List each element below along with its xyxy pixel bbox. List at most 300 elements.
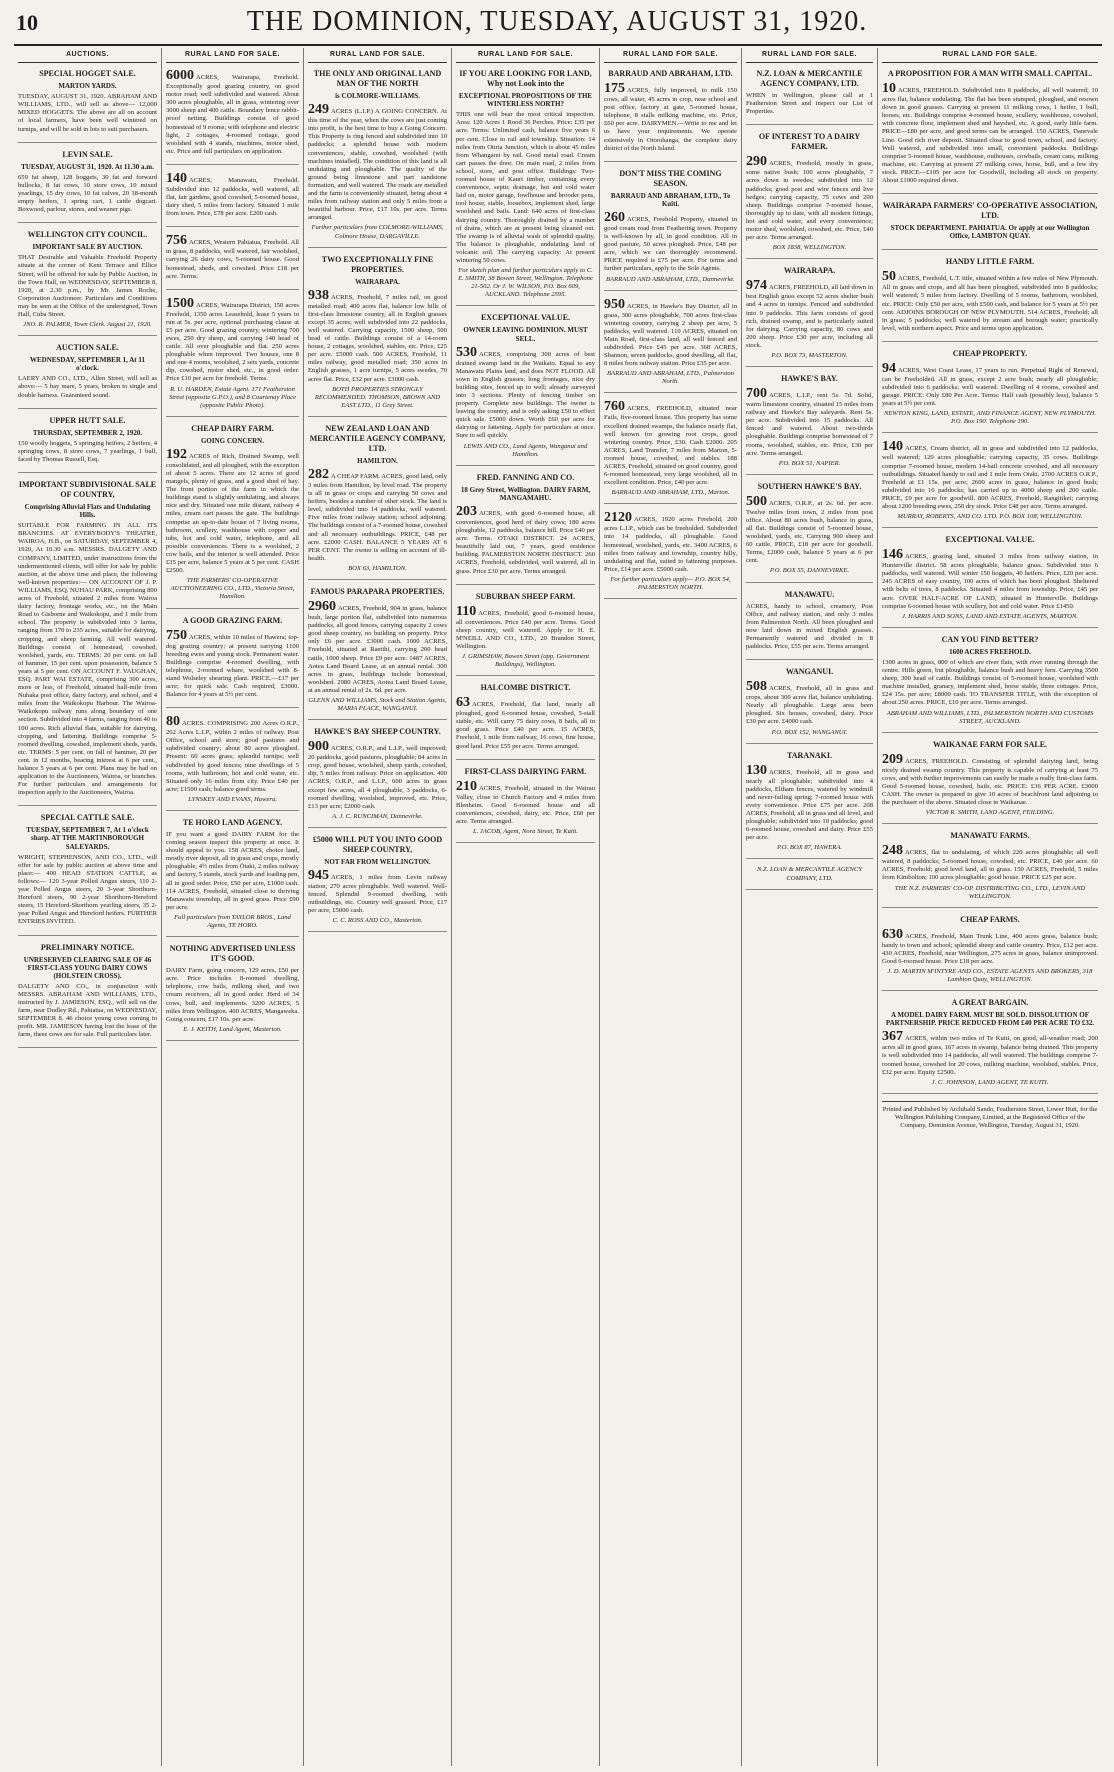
ad-text: 1300 acres in grass, 800 of which are river flats, with river running through the centre. Hills green, but ploughable, balance bush and heavy fern. Carrying 3500 sheep, 300 head of cattle. Buildings consist of 5-roomed house, woolshed with machine installed, granary, implement shed, horse stable, three cottages. Price, £24 15s. per acre; £8000 cash. TO TRANSFER TITLE, with the exception of about 250 acres. PRICE, £10 per acre. Terms arranged. xyxy=(882,658,1098,707)
column-7 xyxy=(878,48,1102,1766)
ad-body xyxy=(456,605,595,651)
ad-body xyxy=(456,346,595,441)
ad-text: ACRES, Cream district, all in grass and subdivided into 12 paddocks, well watered; 120 acres ploughable; carrying capacity, 35 cows. Buildings comprise 7-roomed house, modern 14-bail concrete cowshed, and all necessary outbuildings. Situated handy to rail and 1 mile from Otaki. 2700 ACRES O.R.P., Freehold at £1 15s. per acre; 2600 acres in grass, balance in good bush; subdivided into 16 paddocks; has carried up to 4000 sheep and 200 cattle. PRICE, £9 per acre for goodwill. 800 ACRES, Freehold, Rangitikei; carrying about 1200 breeding ewes, 250 dry stock. Price £48 per acre. Terms arranged. xyxy=(882,445,1098,510)
ad-signature: P.O. BOX 55, DANNEVIRKE. xyxy=(769,567,850,575)
ad-body xyxy=(456,505,595,576)
ad-body xyxy=(166,172,299,218)
ad-signature: BARRAUD AND ABRAHAM, LTD., Dannevirke. xyxy=(606,275,735,283)
advertisement xyxy=(882,257,1098,342)
ad-body xyxy=(746,495,873,566)
ad-heading: A PROPOSITION FOR A MAN WITH SMALL CAPITAL. xyxy=(887,69,1093,79)
ad-text: ACRES, Freehold, flat land, nearly all ploughed, good 6-roomed house, cowshed, 5-stall stable, etc. Will carry 75 dairy cows, 8 bails, all in good grass. Price £40 per acre. 15 ACRES, Freehold, 1 mile from railway, 16 cows, fine house, good land. Price £55 per acre. Terms arranged. xyxy=(456,701,595,750)
ad-text: ACRES, FREEHOLD. Consisting of splendid dairying land, being nicely drained swamp country. This property is capable of carrying at least 75 cows, and with further improvements can easily be made a really first-class farm. Good 5-roomed house, cowshed, bails, etc. PRICE: £36 PER ACRE. £3000 CASH. The owner is prepared to give 10 acres of beachfront land adjoining to the purchaser of the above. Situated close to Waikanae. xyxy=(882,757,1098,807)
column-heading: RURAL LAND FOR SALE. xyxy=(308,48,447,63)
ad-text: SUITABLE FOR FARMING IN ALL ITS BRANCHES. AT EVERYBODY'S THEATRE, WAIROA, H.B., on SATURDAY, SEPTEMBER 4, 1920, At 10.30 a.m. MESSRS. DALGETY AND COMPANY, LIMITED, under instructions from the undermentioned clients, will offer for sale by public auction, at the above time and place, the following well-known properties:— ON ACCOUNT OF J. P. WILLIAMS, ESQ. NUHAU PARK, comprising 800 acres of Freehold, situated 2 miles from Wairoa dairy factory, frontage works, etc., on the Main Road to Gisborne and Waikokopu, and 1 mile from school. The property is subdivided into 3 farms, ranging from 170 to 235 acres, suitable for dairying, cropping, and sheep farming. All well watered. Buildings consist of homestead, cowshed, woolshed, yards, etc. TERMS: 20 per cent. on fall of hammer, 15 per cent. upon possession, balance 5 years at 5 per cent. ON ACCOUNT F. VAUGHAN, ESQ. PART WAI ESTATE, comprising 300 acres, more or less, of Freehold, situated half-mile from Nuhaka post office, dairy factory, and school, and 4 miles from the Waikokopu Harbour. The Wairoa-Waikokopu railway runs along boundary of one section. Subdivided into 4 farms, ranging from 40 to 100 acres. Rich alluvial flats, suitable for dairying, cropping, and fattening. Buildings comprise 5-roomed dwelling, cowshed, implement sheds, yards, etc. TERMS: 5 per cent. on fall of hammer, 20 per cent. in 12 months, bearing interest at 6 per cent., balance 5 years at 6 per cent. Plans may be had on application to the Auctioneers, Wairoa, or branches. For further particulars and arrangements for inspection apply to the Auctioneers, Wairoa. xyxy=(18,522,157,797)
ad-text: WHEN in Wellington, please call at 1 Featherston Street and inspect our List of Properties. xyxy=(746,92,873,116)
ad-body xyxy=(308,289,447,384)
ad-lead-number: 950 xyxy=(604,296,625,312)
ad-body xyxy=(166,448,299,575)
ad-body xyxy=(746,387,873,458)
ad-heading: EXCEPTIONAL VALUE. xyxy=(945,535,1035,545)
ad-text: ACRES of Rich, Drained Swamp, well consolidated, and all ploughed, with the exception of about 5 acres. There are 12 acres of good mangels, plenty of grass, and a good shed of hay. The front portion of the farm in which the buildings stand is slightly undulating, and always nice and dry. Situated one mile distant, railway 4 miles, cream cart passes the gate. The buildings comprise an up-to-date house of 7 living rooms, bathroom, scullery, washhouse with copper and tubs, hot and cold water, telephone, and all possible conveniences. There is a woolshed, 2 cow bails, and the interior is well attended. Price £35 per acre, balance 5 years at 5 per cent. CASH £2500. xyxy=(166,452,299,575)
ad-lead-number: 2120 xyxy=(604,510,632,526)
ad-heading: MANAWATU FARMS. xyxy=(950,831,1030,841)
ad-lead-number: 248 xyxy=(882,843,903,859)
ad-body xyxy=(746,680,873,726)
ad-heading: HALCOMBE DISTRICT. xyxy=(480,683,571,693)
ad-text: ACRES, Manawatu, Freehold. Subdivided into 12 paddocks, well watered, all flat, fair gardens, good cowshed, 5-roomed house, dairy shed, 5 miles from factory. Situated 1 mile from town. Price, £78 per acre. £200 cash. xyxy=(166,176,299,218)
ad-signature: P.O. BOX 51, NAPIER. xyxy=(778,459,841,467)
advertisement xyxy=(456,313,595,465)
ad-body xyxy=(882,753,1098,807)
ad-lead-number: 140 xyxy=(166,170,187,186)
ad-text: ACRES, O.R.P., and L.I.P., well improved; 20 paddocks, good pastures, ploughable; 84 acres in crop, good house, woolshed, sheep yards, cowshed, dip, 5 miles from railway. Price on application. 400 ACRES, O.R.P., and L.I.P., 600 acres in grass except few acres, all 4 ploughable, 3 paddocks, 6-roomed dwelling, woolshed, improved, etc. Price, £13 per acre; £2000 cash. xyxy=(308,745,447,810)
ad-lead-number: 508 xyxy=(746,679,767,695)
ad-lead-number: 530 xyxy=(456,344,477,360)
advertisement xyxy=(746,132,873,259)
ad-text: ACRES, handy to school, creamery, Post Office, and railway station, and only 3 miles from Palmerston North. All been ploughed and now laid down in mixed English grasses. Permanently watered and divided in 8 paddocks. Price, £55 per acre. Terms arranged. xyxy=(746,602,873,651)
advertisement xyxy=(882,915,1098,991)
ad-heading: FAMOUS PARAPARA PROPERTIES. xyxy=(310,587,445,597)
ad-subheading: WEDNESDAY, SEPTEMBER 1, At 11 o'clock. xyxy=(29,356,145,373)
ad-signature: E. J. KEITH, Land Agent, Masterton. xyxy=(183,1025,282,1033)
column-6 xyxy=(742,48,878,1766)
advertisement xyxy=(604,69,737,162)
ad-subheading: 18 Grey Street, Wellington. DAIRY FARM, MANGAMAHU. xyxy=(460,485,591,502)
ad-body xyxy=(456,111,595,265)
advertisement xyxy=(746,266,873,367)
ad-text: ACRES, Freehold, Main Trunk Line, 400 acres grass, balance bush; handy to town and school; splendid sheep and cattle country. Price, £12 per acre. 430 ACRES, Freehold, near Wellington, 275 acres in grass, balance unimproved. Good 6-roomed house. Price £18 per acre. xyxy=(882,932,1098,965)
ad-text: ACRES, West Coast Lease, 17 years to run. Perpetual Right of Renewal, can be Freeholded. All in grass, except 2 acre bush; nearly all ploughable; subdivided into 6 paddocks; well watered. Dwelling of 4 rooms, cowshed and garage. PRICE: Only £80 Per Acre. Terms: Half cash (possibly less), balance 5 years at 5½ per cent. xyxy=(882,366,1098,408)
ad-heading: DON'T MISS THE COMING SEASON. xyxy=(619,168,722,188)
ad-heading: MANAWATU. xyxy=(784,589,835,599)
ad-lead-number: 900 xyxy=(308,739,329,755)
ad-signature: JNO. R. PALMER, Town Clerk. August 21, 1920. xyxy=(23,321,152,329)
advertisement xyxy=(18,480,157,806)
ad-signature: THE FARMERS' CO-OPERATIVE AUCTIONEERING CO., LTD., Victoria Street, Hamilton. xyxy=(170,577,295,601)
ad-body xyxy=(746,155,873,242)
ad-body xyxy=(18,440,157,464)
masthead-rule xyxy=(14,44,1102,46)
ad-body xyxy=(604,400,737,487)
ad-signature: LYNSKEY AND EVANS, Hawera. xyxy=(188,795,277,803)
ad-signature: J. HARRIS AND SONS, LAND AND ESTATE AGENTS, MARTON. xyxy=(901,612,1079,620)
ad-signature: BOX 63, HAMILTON. xyxy=(348,564,407,572)
ad-heading: CHEAP FARMS. xyxy=(960,914,1020,924)
ad-text: A CHEAP FARM. ACRES, good land, only 3 miles from Hamilton, by level road. The property is all in grass or crops and carrying 50 cows and heifers, besides a number of other stock. The land is level, subdivided into 14 paddocks, well watered. Five miles from railway station; school adjoining. The buildings consist of a 7-roomed house, cowshed and all necessary outbuildings. PRICE, £48 per acre. £2000 CASH. BALANCE 5 YEARS AT 6 PER CENT. The owner is selling on account of ill-health. xyxy=(308,473,447,562)
ad-heading: UPPER HUTT SALE. xyxy=(49,415,126,425)
ad-body xyxy=(746,603,873,652)
ad-body xyxy=(18,174,157,214)
ad-heading: LEVIN SALE. xyxy=(62,149,113,159)
ad-body xyxy=(456,780,595,826)
ad-body xyxy=(166,69,299,156)
ad-heading: OF INTEREST TO A DAIRY FARMER. xyxy=(758,132,861,152)
columns-container xyxy=(14,48,1102,1766)
ad-heading: THE ONLY AND ORIGINAL LAND MAN OF THE NORTH xyxy=(313,69,442,89)
ad-heading: NEW ZEALAND LOAN AND MERCANTILE AGENCY COMPANY, LTD. xyxy=(309,423,446,453)
ad-lead-number: 367 xyxy=(882,1029,903,1045)
ad-body xyxy=(18,522,157,797)
ad-heading: A GREAT BARGAIN. xyxy=(951,998,1029,1008)
advertisement xyxy=(18,69,157,143)
ad-body xyxy=(18,254,157,319)
ad-lead-number: 974 xyxy=(746,278,767,294)
advertisement xyxy=(166,616,299,709)
ad-heading: WAIRARAPA. xyxy=(783,266,836,276)
ad-text: ACRES, FREEHOLD, situated near Fails, five-roomed house. This property has some excellent drained swamps, the balance nearly flat, well known for growing root crops, good wintering country. Price, £30. Cash £2000. 205 ACRES, Land Transfer, 7 miles from Marton, 5-roomed house, cowshed, and stables. 188 ACRES, Freehold, situated on good country, good 6-roomed homestead, very large woolshed, all in excellent condition. Price, £40 per acre. xyxy=(604,405,737,487)
ad-lead-number: 50 xyxy=(882,269,896,285)
ad-body xyxy=(746,764,873,843)
ad-body xyxy=(308,468,447,563)
ad-body xyxy=(604,82,737,153)
advertisement xyxy=(882,740,1098,825)
advertisement xyxy=(18,416,157,473)
ad-body xyxy=(166,234,299,280)
ad-text: THAT Desirable and Valuable Freehold Property situate at the corner of Kent Terrace and Ellice Street, will be offered for sale by Public Auction, in the Town Hall, on WEDNESDAY, SEPTEMBER 8, 1920, at 2.30 p.m., by Mr. James Roche, Corporation Auctioneer. Particulars and Conditions may be seen at the Office of the undersigned, Town Hall, Cuba Street. xyxy=(18,254,157,318)
advertisement xyxy=(882,201,1098,250)
ad-body xyxy=(882,1030,1098,1076)
advertisement xyxy=(746,482,873,583)
ad-text: 659 fat sheep, 128 hoggets, 30 fat and forward bullocks, 8 fat cows, 10 store cows, 10 mixed yearlings, 15 dry cows, 10 fat calves, 20 18-month empty heifers, 1 spring cart, 1 cattle dogcart. Boxwood, parlour, stores, and weaner pigs. xyxy=(18,173,157,214)
ad-lead-number: 760 xyxy=(604,399,625,415)
advertisement xyxy=(746,667,873,743)
ad-signature: VICTOR R. SMITH, LAND AGENT, FEILDING. xyxy=(925,809,1055,817)
advertisement xyxy=(166,715,299,811)
ad-body xyxy=(166,831,299,912)
ad-heading: NOTHING ADVERTISED UNLESS IT'S GOOD. xyxy=(169,944,296,964)
ad-signature: R. U. HARDEN, Estate Agent. 171 Featherston Street (opposite G.P.O.), and 8 Courtenay Place (opposite Public Photo). xyxy=(168,385,297,409)
ad-heading: SOUTHERN HAWKE'S BAY. xyxy=(757,481,862,491)
ad-subheading: 1600 ACRES FREEHOLD. xyxy=(949,647,1031,656)
ad-body xyxy=(166,297,299,384)
ad-heading: SPECIAL HOGGET SALE. xyxy=(39,69,136,79)
ad-text: ACRES, 1920 acres Freehold, 200 acres L.I.P., which can be freeholded. Subdivided into 14 paddocks, all ploughable. Good homestead, woolshed, yards, etc. 3400 ACRES, 6 miles from railway and township, country hilly, undulating and flat, suited to fattening purposes. Price, £14 per acre. £5000 cash. xyxy=(604,516,737,573)
ad-subheading: THURSDAY, SEPTEMBER 2, 1920. xyxy=(32,428,143,437)
advertisement xyxy=(308,727,447,828)
ad-heading: WELLINGTON CITY COUNCIL. xyxy=(27,230,148,240)
ad-body xyxy=(308,740,447,811)
advertisement xyxy=(166,424,299,609)
ad-heading: SPECIAL CATTLE SALE. xyxy=(40,813,135,823)
advertisement xyxy=(746,590,873,661)
ad-subheading: Comprising Alluvial Flats and Undulating Hills. xyxy=(24,503,151,520)
ad-signature: J. C. JOHNSON, LAND AGENT, TE KUITI. xyxy=(931,1078,1049,1086)
advertisement xyxy=(456,69,595,306)
ad-signature: THE N.Z. FARMERS' CO-OP. DISTRIBUTING CO., LTD., LEVIN AND WELLINGTON. xyxy=(894,884,1086,900)
advertisement xyxy=(166,297,299,417)
ad-text: ACRES, Freehold, all in grass and nearly all ploughable; subdivided into 4 paddocks, Eltham fences, watered by windmill and never-failing spring; 7-roomed house with every convenience. Price £75 per acre. 208 ACRES, Freehold, all in grass and all level, and ploughable; subdivided into 10 paddocks; good 6-roomed house, cowshed and dairy. Price £55 per acre. xyxy=(746,768,873,842)
ad-subheading: STOCK DEPARTMENT. PAHIATUA. Or apply at our Wellington Office, LAMBTON QUAY. xyxy=(890,224,1090,241)
ad-subheading: NOT FAR FROM WELLINGTON. xyxy=(324,857,431,866)
ad-signature: P.O. BOX 87, HAWERA. xyxy=(776,844,842,852)
ad-heading: WAIKANAE FARM FOR SALE. xyxy=(932,739,1048,749)
ad-heading: TARANAKI. xyxy=(787,750,832,760)
column-heading: RURAL LAND FOR SALE. xyxy=(746,48,873,63)
ad-heading: HAWKE'S BAY. xyxy=(781,374,838,384)
ad-heading: CHEAP DAIRY FARM. xyxy=(191,423,274,433)
ad-text: ACRES, Freehold, good 6-roomed house, all conveniences. Price £40 per acre. Terms. Good sheep country, well watered. Apply to H. E. M'NEILL AND CO., LTD., 20 Brandon Street, Wellington. xyxy=(456,609,595,650)
ad-signature: BOTH PROPERTIES STRONGLY RECOMMENDED. THOMSON, BROWN AND EAST LTD., 11 Grey Street. xyxy=(314,385,441,409)
ad-lead-number: 290 xyxy=(746,154,767,170)
advertisement xyxy=(18,343,157,408)
ad-lead-number: 80 xyxy=(166,714,180,730)
ad-lead-number: 756 xyxy=(166,233,187,249)
ad-lead-number: 1500 xyxy=(166,295,194,311)
ad-lead-number: 700 xyxy=(746,386,767,402)
column-1 xyxy=(14,48,162,1766)
advertisement xyxy=(882,349,1098,434)
ad-text: ACRES, FREEHOLD. Subdivided into 8 paddocks, all well watered; 10 acres flat, balance undulating. The flat has been stumped, ploughed, and resown down in good grasses. Carrying at present 11 milking cows, 1 heifer, 1 bull, horses, etc. Buildings comprise 4-roomed house, scullery, washhouse, cowshed, with concrete floor, implement shed and hayshed, etc. A good, early little farm. PRICE—£80 per acre, and good terms can be arranged. 150 ACRES, Danevale Line. Good rich river deposit. Situated close to good town, school, and factory. Well watered, and subdivided into small, convenient paddocks. Buildings comprise 5-roomed house, washhouse, outhouses, cowbails, cream cans, milking machine, etc. Carrying at present 27 milking cows, horse, bull, and a few dry stock. PRICE—£105 per acre for Goodwill, including all stock on property. About £1000 required down. xyxy=(882,87,1098,185)
ad-lead-number: 192 xyxy=(166,446,187,462)
ad-text: ACRES, FREEHOLD, all laid down in best English grass except 52 acres shelter bush and 4 acres in turnips. Fenced and subdivided into 9 paddocks. This farm consists of good rich, drained swamp, and is particularly suited for dairying. Carrying capacity, 80 cows and 200 sheep. Price £30 per acre, including all stock. xyxy=(746,284,873,349)
ad-lead-number: 210 xyxy=(456,778,477,794)
advertisement xyxy=(746,374,873,475)
ad-body xyxy=(18,854,157,927)
ad-heading: HAWKE'S BAY SHEEP COUNTRY. xyxy=(314,727,441,737)
ad-body xyxy=(166,967,299,1024)
ad-lead-number: 63 xyxy=(456,695,470,711)
ad-subheading: TUESDAY, AUGUST 31, 1920. At 11.30 a.m. xyxy=(21,162,154,171)
ad-body xyxy=(882,82,1098,185)
ad-body xyxy=(882,844,1098,882)
column-heading: RURAL LAND FOR SALE. xyxy=(456,48,595,63)
ad-subheading: MARTON YARDS. xyxy=(58,82,117,91)
ad-body xyxy=(18,93,157,133)
advertisement xyxy=(882,535,1098,628)
ad-text: ACRES, grazing land, situated 3 miles from railway station, in Hunterville district. 58 acres ploughable, balance grass. Subdivided into 6 paddocks, well watered. Will winter 150 hoggets, 40 heifers. Price, £20 per acre. 245 ACRES of easy country, 100 acres of which has been ploughed. Sheltered with belts of trees, 8 paddocks. Situated 4 miles from township. Price, £45 per acre. OVER HALF-ACRE OF LAND, situated in Hunterville. Buildings comprise 6-roomed house with scullery, hot and cold water. Price £1450. xyxy=(882,553,1098,610)
advertisement xyxy=(882,831,1098,907)
ad-heading: CHEAP PROPERTY. xyxy=(952,348,1028,358)
ad-heading: IF YOU ARE LOOKING FOR LAND, Why not Look into the xyxy=(459,69,592,89)
ad-text: ACRES, in Hawke's Bay District, all in grass, 300 acres ploughable, 700 acres first-class wintering country, carrying 2 sheep per acre, 5 paddocks, well watered. 110 ACRES, situated on Main Road, first-class land, all well fenced and subdivided. Price £45 per acre. 368 ACRES, Shannon, seven paddocks, good dwelling, all flat, 8 miles from railway station. Price £35 per acre. xyxy=(604,302,737,368)
ad-body xyxy=(746,92,873,116)
advertisement xyxy=(604,169,737,291)
ad-subheading: BARRAUD AND ABRAHAM, LTD., Te Kuiti. xyxy=(610,191,731,208)
ad-signature: P.O. BOX 73, MASTERTON. xyxy=(771,351,848,359)
ad-body xyxy=(308,600,447,695)
ad-text: ACRES, Western Pahiatua, Freehold. All in grass, 8 paddocks, well watered, fair woolshed, carrying 26 dairy cows, 5-roomed house. Good homestead, sheds, and cowshed. Price £18 per acre. Terms. xyxy=(166,239,299,280)
ad-body xyxy=(456,696,595,750)
ad-subheading: is COLMORE-WILLIAMS. xyxy=(335,92,420,101)
ad-text: ACRES, flat to undulating, of which 220 acres ploughable; all well watered, 8 paddocks; 5-roomed house, cowshed, etc. PRICE, £40 per acre. 60 ACRES, Freehold; good level land, all in grass. 150 ACRES, Freehold, 5 miles from Kimbolton; 100 acres ploughable; good house. PRICE £25 per acre. xyxy=(882,849,1098,882)
ad-lead-number: 6000 xyxy=(166,68,194,84)
ad-heading: A GOOD GRAZING FARM. xyxy=(182,615,283,625)
ad-text: ACRES, L.I.P., rent 5s. 7d. Solid, warm limestone country, situated 15 miles from railway and Hawke's Bay saleyards. Rent 5s. per acre. Subdivided into 15 paddocks. All fenced and watered. About two-thirds ploughable. Buildings comprise homestead of 7 rooms, woolshed, stables, etc. Price, £30 per acre. Terms arranged. xyxy=(746,392,873,457)
column-heading: RURAL LAND FOR SALE. xyxy=(166,48,299,63)
ad-body xyxy=(746,279,873,350)
ad-body xyxy=(882,659,1098,708)
advertisement xyxy=(18,813,157,935)
ad-heading: FIRST-CLASS DAIRYING FARM. xyxy=(464,766,587,776)
advertisement xyxy=(308,255,447,417)
ad-body xyxy=(882,362,1098,408)
advertisement xyxy=(746,69,873,125)
ad-signature: BARRAUD AND ABRAHAM, LTD., Marton. xyxy=(611,489,730,497)
ad-signature: Full particulars from TAYLOR BROS., Land Agents, TE HORO. xyxy=(174,913,291,930)
ad-signature: GLENN AND WILLIAMS, Stock and Station Agents, MARIA PLACE, WANGANUI. xyxy=(308,696,447,713)
ad-text: 150 woolly hoggets, 5 springing heifers, 2 heifers, 4 springing cows, 8 store cows, 7 yearlings, 1 bull, faced by Thomas Russell, Esq. xyxy=(18,439,157,463)
advertisement xyxy=(604,298,737,394)
ad-text: ACRES, O.R.P., at 2s. 6d. per acre. Twelve miles from town, 2 miles from post office. About 80 acres bush, balance in grass, all flat. Buildings consist of 5-roomed house, woolshed, yards, etc. Carrying 900 sheep and 60 cattle. PRICE, £18 per acre for goodwill. Terms, £2000 cash, balance 5 years at 6 per cent. xyxy=(746,499,873,565)
advertisement xyxy=(456,767,595,843)
advertisement xyxy=(18,150,157,224)
advertisement xyxy=(882,69,1098,194)
ad-signature: For sketch plan and further particulars apply to C. E. SMITH, 38 Bowen Street, Wellington. Telephone 21-502. Or J. W. WILSON, P.O. Box 609, AUCKLAND. Telephone 2595. xyxy=(458,267,593,299)
advertisement xyxy=(166,944,299,1041)
ad-signature: BARRAUD AND ABRAHAM, LTD., Palmerston North. xyxy=(607,370,734,386)
ad-body xyxy=(166,629,299,700)
ad-heading: HANDY LITTLE FARM. xyxy=(945,257,1035,267)
column-heading: AUCTIONS. xyxy=(18,48,157,63)
ad-subheading: IMPORTANT SALE BY AUCTION. xyxy=(32,243,143,252)
ad-lead-number: 209 xyxy=(882,751,903,767)
ad-lead-number: 945 xyxy=(308,868,329,883)
ad-lead-number: 203 xyxy=(456,503,477,519)
ad-body xyxy=(604,298,737,369)
ad-heading: BARRAUD AND ABRAHAM, LTD. xyxy=(608,69,733,79)
ad-heading: AUCTION SALE. xyxy=(56,343,119,353)
ad-body xyxy=(18,375,157,399)
ad-body xyxy=(166,715,299,794)
ad-signature: J. GRIMSHAW, Bowen Street (opp. Government Buildings), Wellington. xyxy=(461,652,590,669)
ad-heading: EXCEPTIONAL VALUE. xyxy=(480,313,571,323)
advertisement xyxy=(456,473,595,585)
ad-lead-number: 2960 xyxy=(308,599,336,615)
column-heading: RURAL LAND FOR SALE. xyxy=(604,48,737,63)
page-number: 10 xyxy=(16,10,38,35)
column-2 xyxy=(162,48,304,1766)
ad-text: ACRES, within 10 miles of Hawera; top-dog grazing country; at present carrying 1100 breeding ewes and young stock. Permanent water. Buildings comprise 4-roomed dwelling, with telephone, 2-roomed whare, woolshed with 8-stand Wolseley shearing plant. PRICE.—£17 per acre; for quick sale. Cash required, £3000. Balance for 4 years at 5½ per cent. xyxy=(166,633,299,699)
advertisement xyxy=(308,69,447,248)
ad-signature: Further particulars from COLMORE-WILLIAMS, Colmore House, DARGAVILLE. xyxy=(311,224,444,240)
advertisement xyxy=(882,998,1098,1094)
ad-lead-number: 10 xyxy=(882,81,896,97)
ad-text: IF you want a good DAIRY FARM for the coming season inspect this property at once. It should appeal to you. 158 ACRES, choice land, mostly river deposit, all in grass and crops, mostly ploughable, 4½ miles from Ōtaki, 2 miles railway and factory, 5 stands, stock yards and loading pen, all in good order. Price, £50 per acre, £1000 cash. 114 ACRES, Freehold, situated close to thriving Manawatu township, all in good grass. Price £90 per acre. xyxy=(166,831,299,911)
ad-signature: L. JACOB, Agent, Nora Street, Te Kuiti. xyxy=(472,828,579,835)
ad-lead-number: 140 xyxy=(882,439,903,455)
advertisement xyxy=(166,818,299,937)
ad-text: WRIGHT, STEPHENSON, AND CO., LTD., will offer for sale by public auction at above time and place:— 400 HEAD STATION CATTLE, as follows:— 120 3-year Polled Angus steers, 110 2-year Polled Angus steers, 20 3-year Shorthorn-Hereford steers, 90 2-year Shorthorn-Hereford steers, 15 Hereford-Shorthorn yearling steers, 35 2-year Polled Angus and Hereford heifers. FURTHER ENTRIES INVITED. xyxy=(18,853,157,926)
ad-text: ACRES, Freehold, mostly in grass, some native bush; 100 acres ploughable, 7 acres down in swedes; subdivided into 12 paddocks; good post and wire fences and live hedges; carrying capacity, 75 cows and 200 sheep. Buildings comprise 7-roomed house, thoroughly up to date, with all modern fittings, hot and cold water, and every convenience; motor shed, woolshed, cowshed, etc. Price, £40 per acre. Terms arranged. xyxy=(746,160,873,242)
ad-lead-number: 175 xyxy=(604,81,625,97)
ad-text: ACRES, with good 6-roomed house, all conveniences, good herd of dairy cows; 180 acres ploughable, 12 paddocks, balance hill. Price £40 per acre. Terms. OTAKI DISTRICT. 24 ACRES, beautifully laid out, 7 years, good residence building. PALMERSTON NORTH DISTRICT. 260 ACRES, Freehold, subdivided, well watered, all in grass. Price £30 per acre. Terms arranged. xyxy=(456,509,595,575)
ad-signature: For further particulars apply— P.O. BOX 54, PALMERSTON NORTH. xyxy=(610,575,731,592)
ad-signature: A. J. C. RUNCIMAN, Dannevirke. xyxy=(332,812,423,820)
ad-heading: £5000 WILL PUT YOU INTO GOOD SHEEP COUNTRY, xyxy=(312,834,443,854)
newspaper-title: THE DOMINION, TUESDAY, AUGUST 31, 1920. xyxy=(246,6,868,37)
ad-text: ACRES, Freehold, situated in the Wairau Valley, close to Church Factory and 4 miles from Blenheim. Good 6-roomed house and all conveniences, cowshed, dairy, etc. Price, £60 per acre. Terms arranged. xyxy=(456,784,595,825)
masthead xyxy=(0,0,1114,46)
ad-heading: WANGANUI. xyxy=(785,667,834,677)
ad-heading: SUBURBAN SHEEP FARM. xyxy=(475,591,576,601)
ad-subheading: HAMILTON. xyxy=(357,456,398,465)
ad-text: ACRES, Freehold, L.T. title, situated within a few miles of New Plymouth. All in grass and crops, and all has been ploughed, subdivided into 8 paddocks; well watered; 5 miles from factory. Dwelling of 5 rooms, bathroom, woolshed, etc. PRICE: Only £50 per acre, with £500 cash, and balance for 5 years at 5½ per cent. ADJOINS BOROUGH OF NEW PLYMOUTH. 514 ACRES, Freehold; all in grass; 5 paddocks; well watered by stream and borough water; practically level, with northern aspect. Price and terms upon application. xyxy=(882,275,1098,332)
ad-text: LAERY AND CO., LTD., Allen Street, will sell as above:— 5 bay mare, 5 years, broken to single and double harness. Guaranteed sound. xyxy=(18,375,157,399)
ad-heading: PRELIMINARY NOTICE. xyxy=(40,942,135,952)
ad-heading: FRED. FANNING AND CO. xyxy=(476,472,575,482)
ad-lead-number: 94 xyxy=(882,360,896,376)
advertisement xyxy=(456,592,595,677)
printer-imprint: Printed and Published by Archibald Sando, Featherston Street, Lower Hutt, for the Wellington Publishing Company, Limited, at the Registered Office of the Company, Dominion Avenue, Wellington, Tuesday, August 31, 1920. xyxy=(882,1101,1098,1130)
advertisement xyxy=(604,400,737,504)
ad-text: ACRES, comprising 300 acres of best drained swamp land in the Waikato. Equal to any Manawatu Plains land, and does NOT FLOOD. All sown in English grasses; long frontages, nice dry building sites, fenced up to well; already surveyed into 3 sections. Plenty of fencing timber on property. Complete new buildings. The owner is leaving the country, and is only asking £50 to effect quick sale. £5000 down. Worth £60 per acre for dairying or fattening. Apply for particulars at once. Sure to sell quickly. xyxy=(456,350,595,440)
column-4 xyxy=(452,48,600,1766)
ad-subheading: TUESDAY, SEPTEMBER 7, At 1 o'clock sharp. AT THE MARTINBOROUGH SALEYARDS. xyxy=(26,826,149,851)
ad-signature: ABRAHAM AND WILLIAMS, LTD., PALMERSTON NORTH AND CUSTOMS STREET, AUCKLAND. xyxy=(886,709,1094,725)
ad-text: ACRES, Freehold Property, situated in good cream road from Feathering town. Property is well-known by all, in good condition. All in good pasture, 50 acres ploughed. Price, £48 per acre, which we can thoroughly recommend. PRICE required is £75 per acre. For terms and further particulars, apply to the Sole Agents. xyxy=(604,215,737,273)
advertisement xyxy=(166,234,299,289)
ad-heading: TWO EXCEPTIONALLY FINE PROPERTIES. xyxy=(321,254,434,274)
advertisement xyxy=(308,424,447,580)
ad-text: ACRES, 1 miles from Levin railway station, 270 acres ploughable. Well watered. Well-fenced. Splendid 9-roomed dwelling, with outbuildings, etc. Country well grassed. Price, £17 per acre, £5000 cash. xyxy=(308,874,447,915)
ad-body xyxy=(882,548,1098,611)
ad-text: ACRES, Freehold, all in grass and crops, about 300 acres flat, balance undulating. Nearly all ploughable. Large area been ploughed. Six houses, cowshed, dairy. Price £30 per acre. £4000 cash. xyxy=(746,685,873,726)
ad-lead-number: 500 xyxy=(746,493,767,509)
advertisement xyxy=(308,835,447,933)
column-5 xyxy=(600,48,742,1766)
ad-heading: IMPORTANT SUBDIVISIONAL SALE OF COUNTRY, xyxy=(18,480,157,499)
column-3 xyxy=(304,48,452,1766)
ad-subheading: OWNER LEAVING DOMINION. MUST SELL. xyxy=(463,326,588,343)
ad-signature: C. C. ROSS AND CO., Masterton. xyxy=(332,917,423,925)
ad-text: THIS one will bear the most critical inspection. Area: 120 Acres 1 Rood 36 Perches. Price: £35 per acre. Terms: Unlimited cash, balance five years 6 per cent. Close to rail and township. Situation: 14 miles from Otiria Junction, which is about 45 miles from Whangarei by rail. Good metal road. Cream cart passes the door. On main road, 2 miles from school, store, and post office. Buildings: Two-roomed house of Kauri timber, containing every convenience, septic drainage, hot and cold water laid on, motor garage, fowlhouse and brooder pens, tool house, stable, loosebox, implement shed, large woolshed and bails. Land: 640 acres of first-class dairying country. Thoroughly drained by a number of drains, which are at present being cleaned out. The swamp is of alluvial wash of splendid quality. The balance is ploughable, undulating land of volcanic soil. The carrying capacity: At present wintering 50 cows. xyxy=(456,111,595,264)
ad-signature: J. D. MARTIN M'INTYRE AND CO., ESTATE AGENTS AND BROKERS, 318 Lambton Quay, WELLINGTON. xyxy=(887,968,1093,984)
ad-text: DALGETY AND CO., in conjunction with MESSRS. ABRAHAM AND WILLIAMS, LTD., instructed by J. JAMIESON, ESQ., will sell on the farm, near Dudley Rd., Pahiatua, on WEDNESDAY, SEPTEMBER 8. 46 choice young cows coming to profit. MR. JAMIESON having lost the lease of the farm, these cows are for sale. Full particulars later. xyxy=(18,982,157,1039)
ad-lead-number: 146 xyxy=(882,547,903,563)
ad-signature: NEWTON KING, LAND, ESTATE, AND FINANCE AGENT, NEW PLYMOUTH. P.O. Box 190. Telephone 190. xyxy=(883,410,1097,426)
ad-signature: LEWIS AND CO., Land Agents, Wanganui and Hamilton. xyxy=(463,442,588,458)
ad-body xyxy=(882,270,1098,333)
ad-lead-number: 750 xyxy=(166,627,187,643)
ad-subheading: UNRESERVED CLEARING SALE OF 46 FIRST-CLASS YOUNG DAIRY COWS (HOLSTEIN CROSS). xyxy=(23,955,152,980)
advertisement xyxy=(456,683,595,759)
ad-heading: WAIRARAPA FARMERS' CO-OPERATIVE ASSOCIATION, LTD. xyxy=(882,201,1098,221)
ad-subheading: WAIRARAPA. xyxy=(355,277,400,286)
ad-text: ACRES, Freehold, 7 miles rail, on good metalled road; 400 acres flat, balance low hills of first-class limestone country, all in English grasses except 35 acres; well subdivided into 22 paddocks, well watered. Carrying capacity, 1500 sheep, 500 head of cattle. Buildings consist of a 14-room house, 2 cottages, woolshed, stables, etc. Price, £25 per acre. £5000 cash. 500 ACRES, Freehold, 11 miles railway, good metalled road; 350 acres in English grasses, 1 acre turnips, 5 acres swedes, 70 acres flat. Price, £32 per acre. £3000 cash. xyxy=(308,293,447,383)
column-heading: RURAL LAND FOR SALE. xyxy=(882,48,1098,63)
ad-text: ACRES (L.I.P.) A GOING CONCERN. At this time of the year, when the cows are just coming into profit, is the best time to buy a Going Concern. This Property is ring fenced and subdivided into 10 paddocks; a splendid house with modern conveniences, stable, cowshed, woolshed (with machines installed). The condition of this land is all undulating and ploughable. The quality of the ground being limestone and part sandstone formation, and well watered. The roads are metalled and the farm is conveniently situated, being about 4 miles from railway station and only 5 miles from a beautiful harbour. Price, £17 10s. per acre. Terms arranged. xyxy=(308,108,447,222)
ad-body xyxy=(604,511,737,574)
ad-text: ACRES, within two miles of Te Kuiti, on good, all-weather road; 200 acres all in good grass, 167 acres in swamp, balance being drained. This property is well subdivided into 14 paddocks, all well watered. The buildings comprise 7-roomed house, cowshed for 20 cows, milking machine, woolshed, stables. Price, £32 per acre. Equity £2500. xyxy=(882,1035,1098,1076)
advertisement xyxy=(746,751,873,860)
ad-text: TUESDAY, AUGUST 31, 1920. ABRAHAM AND WILLIAMS, LTD., will sell as above— 12,000 MIXED HOGGETS. The above are all on account of local farmers, have been well wintered on turnips, and will be sold in lots to suit purchasers. xyxy=(18,93,157,133)
advertisement xyxy=(604,511,737,599)
ad-body xyxy=(882,440,1098,511)
advertisement xyxy=(882,635,1098,733)
ad-body xyxy=(308,869,447,915)
ad-signature: N.Z. LOAN & MERCANTILE AGENCY COMPANY, LTD. xyxy=(756,866,863,882)
ad-text: ACRES, Wairarapa, Freehold. Exceptionally good grazing country, on good motor road; well subdivided and watered. About 300 acres ploughable, all in grass, wintering over 3000 sheep and 400 cattle. Boundary fence rabbit-proof netting. Buildings consist of good homestead of 9 rooms, with telephone and electric light, 2 cottages, 4-roomed cottage, good woolshed with 4 stands, machines, motor shed, etc. Price and full particulars on application. xyxy=(166,74,299,155)
ad-lead-number: 130 xyxy=(746,762,767,778)
ad-text: ACRES. COMPRISING 200 Acres O.R.P., 262 Acres L.I.P., within 2 miles of railway. Post Office, school and store; good pastures and subdivided country; about 80 acres ploughed. Present: 60 acres grass; splendid turnips; well subdivided by good fences; nine dwellings of 5 rooms, with bathroom, hot and cold water, etc. Situated only 16 miles from city. Price £40 per acre; £1500 cash; balance good terms. xyxy=(166,720,299,793)
ad-subheading: A MODEL DAIRY FARM. MUST BE SOLD. DISSOLUTION OF PARTNERSHIP. PRICE REDUCED FROM £40 PER ACRE TO £32. xyxy=(885,1011,1095,1028)
ad-lead-number: 630 xyxy=(882,926,903,942)
ad-lead-number: 249 xyxy=(308,102,329,118)
advertisement xyxy=(18,230,157,336)
ad-lead-number: 110 xyxy=(456,603,477,619)
ad-lead-number: 282 xyxy=(308,467,329,482)
ad-lead-number: 938 xyxy=(308,287,329,303)
ad-signature: P.O. BOX 152, WANGANUI. xyxy=(771,728,848,736)
ad-subheading: GOING CONCERN. xyxy=(200,436,264,445)
ad-signature: MURRAY, ROBERTS, AND CO. LTD. P.O. BOX 108, WELLINGTON. xyxy=(897,513,1083,521)
ad-heading: TE HORO LAND AGENCY. xyxy=(182,818,283,827)
advertisement xyxy=(166,172,299,227)
advertisement xyxy=(308,587,447,720)
ad-body xyxy=(882,928,1098,966)
ad-signature: BOX 1838, WELLINGTON. xyxy=(772,244,847,252)
